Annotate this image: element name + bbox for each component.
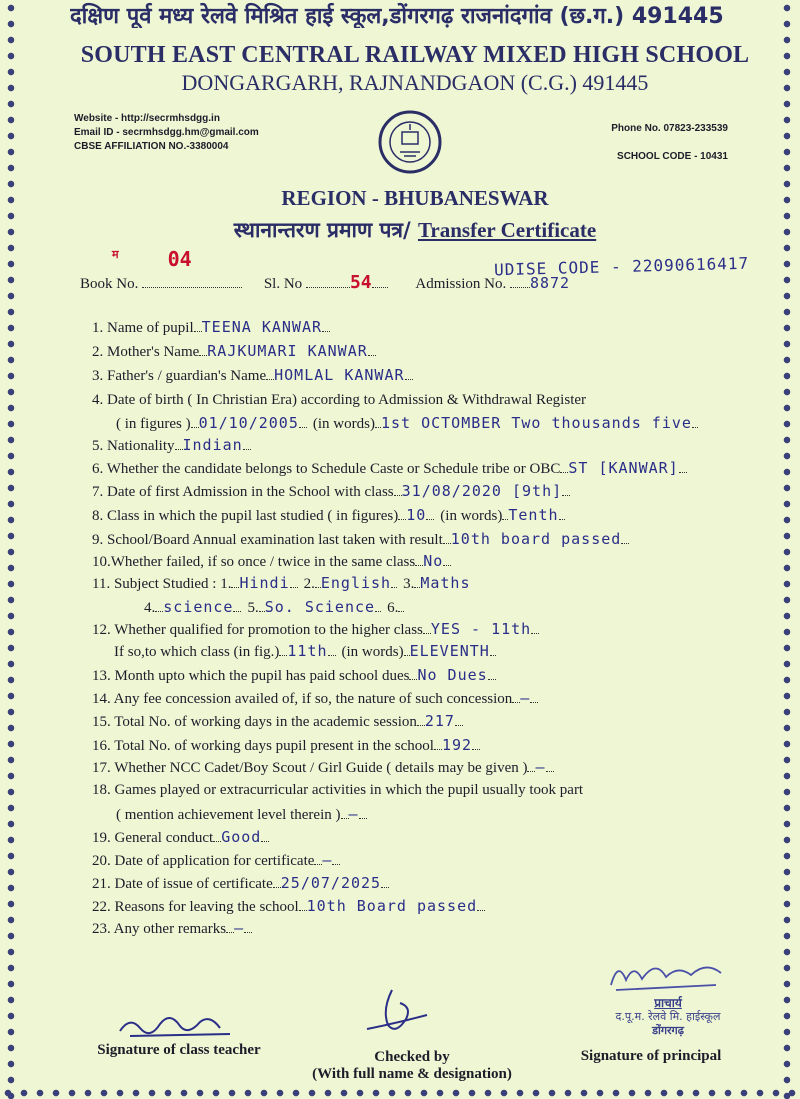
field-label: 12. Whether qualified for promotion to the higher class <box>92 622 423 638</box>
field-row <box>92 318 330 337</box>
email: Email ID - secrmhsdgg.hm@gmail.com <box>74 127 259 138</box>
admission-no-label: Admission No. <box>415 276 507 292</box>
field-label: 9. School/Board Annual examination last taken with result <box>92 532 443 548</box>
school-name: SOUTH EAST CENTRAL RAILWAY MIXED HIGH SCHOOL <box>80 42 750 68</box>
field-label: 6. Whether the candidate belongs to Schedule Caste or Schedule tribe or OBC <box>92 461 561 477</box>
field-row <box>92 482 570 501</box>
dotted-line <box>488 667 496 680</box>
field-label: 5. Nationality <box>92 438 175 454</box>
dotted-line <box>559 507 565 520</box>
dotted-line <box>426 507 434 520</box>
field-value-secondary: So. Science <box>264 598 376 616</box>
field-value: ST [KANWAR] <box>568 459 679 477</box>
dotted-line <box>490 643 496 656</box>
field-value-tertiary: Maths <box>420 574 471 592</box>
dotted-line <box>191 415 199 428</box>
field-row <box>92 366 413 385</box>
field-row <box>114 642 496 661</box>
field-label: 4. Date of birth ( In Christian Era) according to Admission & Withdrawal Register <box>92 392 587 408</box>
field-label-tertiary: 6. <box>387 600 399 616</box>
sl-no-label: Sl. No <box>263 276 303 292</box>
principal-signature-icon <box>606 955 726 995</box>
dotted-line <box>261 829 269 842</box>
principal-stamp: प्राचार्य द.पू.म. रेलवे मि. हाईस्कूल डोंगरगढ़ <box>615 996 721 1037</box>
dotted-line <box>692 415 698 428</box>
field-value: — <box>535 758 546 776</box>
affiliation: CBSE AFFILIATION NO.-3380004 <box>74 141 229 152</box>
dotted-line <box>233 599 241 612</box>
dotted-line <box>546 759 554 772</box>
dotted-line <box>375 599 381 612</box>
class-teacher-signature-label: Signature of class teacher <box>97 1042 261 1058</box>
field-label: 15. Total No. of working days in the academic session <box>92 714 417 730</box>
field-value: Good <box>221 828 262 846</box>
field-value: Hindi <box>239 574 290 592</box>
field-label: 14. Any fee concession availed of, if so, the nature of such concession <box>92 691 513 707</box>
dotted-line <box>477 898 485 911</box>
contact-info <box>74 112 259 154</box>
website: Website - http://secrmhsdgg.in <box>74 113 220 124</box>
dotted-line <box>562 483 570 496</box>
field-row <box>92 758 554 777</box>
school-logo-icon <box>378 110 442 174</box>
dotted-line <box>332 852 340 865</box>
field-label: ( mention achievement level therein ) <box>116 807 341 823</box>
dotted-line <box>398 599 404 612</box>
checked-by-block <box>292 1049 532 1083</box>
field-value: TEENA KANWAR <box>201 318 323 336</box>
field-label: 11. Subject Studied : 1. <box>92 576 232 592</box>
dotted-line <box>290 575 298 588</box>
dotted-line <box>368 343 376 356</box>
school-name-hindi: दक्षिण पूर्व मध्य रेलवे मिश्रित हाई स्कूल,डोंगरगढ़ राजनांदगांव (छ.ग.) 491445 <box>70 4 724 28</box>
field-label-tertiary: 3. <box>403 576 415 592</box>
field-row <box>92 689 538 708</box>
field-label: 21. Date of issue of certificate <box>92 876 273 892</box>
field-row <box>92 666 496 685</box>
field-label-secondary: (in words) <box>341 644 404 660</box>
dotted-line <box>621 531 629 544</box>
field-value: — <box>520 689 531 707</box>
field-label: 20. Date of application for certificate <box>92 853 315 869</box>
field-label-secondary: 2. <box>303 576 315 592</box>
certificate-title <box>70 216 760 244</box>
field-value: No <box>423 552 444 570</box>
field-row <box>92 506 565 525</box>
field-value: HOMLAL KANWAR <box>274 366 405 384</box>
field-row <box>92 874 389 893</box>
phone: Phone No. 07823-233539 <box>611 123 728 134</box>
dotted-line <box>328 643 336 656</box>
field-value-secondary: Tenth <box>508 506 559 524</box>
field-value: 10th Board passed <box>306 897 478 915</box>
dotted-line <box>244 920 252 933</box>
field-value: 10th board passed <box>450 530 622 548</box>
field-label: 22. Reasons for leaving the school <box>92 899 299 915</box>
field-value-secondary: 1st OCTOMBER Two thousands five <box>380 414 692 432</box>
book-number-stamp: $^म$ 04 <box>112 247 192 271</box>
field-value: 217 <box>424 712 455 730</box>
field-value: — <box>348 805 359 823</box>
book-no-label: Book No. <box>80 276 139 292</box>
field-label: If so,to which class (in fig.) <box>114 644 280 660</box>
field-label: 18. Games played or extracurricular activities in which the pupil usually took part <box>92 782 584 798</box>
certificate-title-hindi: स्थानान्तरण प्रमाण पत्र/ <box>233 217 411 242</box>
principal-signature-label: Signature of principal <box>580 1048 722 1064</box>
field-label: ( in figures ) <box>116 416 191 432</box>
dotted-line <box>381 875 389 888</box>
field-value: 31/08/2020 [9th] <box>401 482 563 500</box>
field-row <box>92 897 485 916</box>
dotted-line <box>341 806 349 819</box>
field-value: 11th <box>287 642 328 660</box>
dotted-line <box>273 875 281 888</box>
decorative-border-right <box>780 0 798 1099</box>
dotted-line <box>213 829 221 842</box>
field-value: 10 <box>406 506 427 524</box>
dotted-line <box>299 898 307 911</box>
dotted-line <box>405 367 413 380</box>
checked-by-label: Checked by <box>374 1049 450 1065</box>
field-row <box>92 919 252 938</box>
dotted-line <box>423 621 431 634</box>
field-row <box>92 342 376 361</box>
decorative-border-bottom <box>0 1087 800 1099</box>
field-value: YES - 11th <box>430 620 532 638</box>
field-label: 16. Total No. of working days pupil present in the school <box>92 738 434 754</box>
field-row <box>92 712 463 731</box>
field-value: 01/10/2005 <box>198 414 299 432</box>
dotted-line <box>443 531 451 544</box>
field-row <box>92 851 340 870</box>
dotted-line <box>322 319 330 332</box>
dotted-line <box>443 553 451 566</box>
dotted-line <box>194 319 202 332</box>
field-row <box>92 552 451 571</box>
field-label: 8. Class in which the pupil last studied ( in figures) <box>92 508 399 524</box>
field-label: 23. Any other remarks <box>92 921 227 937</box>
dotted-line <box>243 437 251 450</box>
field-label: 17. Whether NCC Cadet/Boy Scout / Girl Guide ( details may be given ) <box>92 760 528 776</box>
field-row <box>92 574 470 593</box>
reference-numbers <box>80 272 760 293</box>
field-row <box>92 459 687 478</box>
field-row <box>116 414 698 433</box>
dotted-line <box>226 920 234 933</box>
dotted-line <box>359 806 367 819</box>
sl-no-value: 54 <box>349 272 372 293</box>
field-label-secondary: 5. <box>247 600 259 616</box>
dotted-line <box>434 737 442 750</box>
dotted-line <box>530 690 538 703</box>
field-label-secondary: (in words) <box>440 508 503 524</box>
dotted-line <box>472 737 480 750</box>
checked-by-note: (With full name & designation) <box>312 1066 512 1082</box>
dotted-line <box>679 460 687 473</box>
field-row <box>92 782 583 799</box>
field-value: science <box>163 598 234 616</box>
field-value: — <box>322 851 333 869</box>
dotted-line <box>175 437 183 450</box>
dotted-line <box>391 575 397 588</box>
field-value: RAJKUMARI KANWAR <box>207 342 368 360</box>
field-label: 7. Date of first Admission in the School with class <box>92 484 394 500</box>
field-row <box>92 620 539 639</box>
field-row <box>92 828 269 847</box>
school-code: SCHOOL CODE - 10431 <box>617 151 728 162</box>
decorative-border-left <box>4 0 22 1099</box>
dotted-line <box>531 621 539 634</box>
certificate-title-english: Transfer Certificate <box>417 218 597 242</box>
class-teacher-signature-icon <box>110 1006 250 1046</box>
field-label: 3. Father's / guardian's Name <box>92 368 267 384</box>
field-value: No Dues <box>417 666 488 684</box>
admission-no-value: 8872 <box>529 274 571 292</box>
field-value: 192 <box>441 736 473 754</box>
field-row <box>92 392 586 409</box>
field-value: 25/07/2025 <box>280 874 382 892</box>
field-label: 10.Whether failed, if so once / twice in the same class <box>92 554 416 570</box>
field-value: Indian <box>182 436 243 454</box>
dotted-line <box>394 483 402 496</box>
field-row <box>92 436 251 455</box>
region-title: REGION - BHUBANESWAR <box>281 186 549 210</box>
dotted-line <box>266 367 274 380</box>
field-label: 1. Name of pupil <box>92 320 194 336</box>
field-label: 4. <box>144 600 156 616</box>
contact-info-right <box>611 115 728 171</box>
udise-code: UDISE CODE - 22090616417 <box>493 253 750 280</box>
field-label: 2. Mother's Name <box>92 344 200 360</box>
field-row <box>92 530 629 549</box>
field-label: 13. Month upto which the pupil has paid school dues <box>92 668 410 684</box>
field-label: 19. General conduct <box>92 830 214 846</box>
dotted-line <box>299 415 307 428</box>
field-value: — <box>234 919 245 937</box>
dotted-line <box>455 713 463 726</box>
field-value-secondary: English <box>320 574 392 592</box>
field-row <box>144 598 404 617</box>
field-label-secondary: (in words) <box>312 416 375 432</box>
checked-by-signature-icon <box>362 985 432 1040</box>
school-address: DONGARGARH, RAJNANDGAON (C.G.) 491445 <box>181 70 649 95</box>
field-row <box>116 805 367 824</box>
field-row <box>92 736 480 755</box>
field-value-secondary: ELEVENTH <box>409 642 490 660</box>
dotted-line <box>417 713 425 726</box>
